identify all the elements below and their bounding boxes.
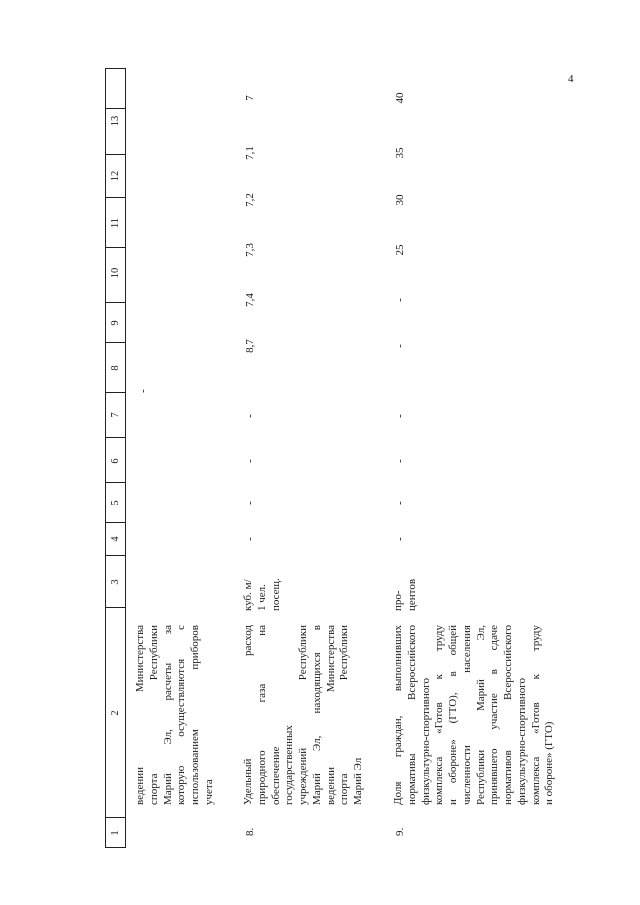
header-divider	[105, 607, 125, 608]
indicator-line: обеспечение	[269, 746, 282, 805]
column-number: 7	[110, 412, 121, 418]
value-cell: -	[137, 389, 149, 393]
indicator-line: учреждений Республики	[297, 625, 309, 805]
value-cell: -	[394, 501, 406, 505]
column-number: 5	[110, 500, 121, 506]
indicator-line: комплекса «Готов к труду	[433, 625, 446, 805]
indicator-line: Марий Эл, находящихся в	[310, 625, 323, 805]
column-number: 3	[110, 579, 121, 585]
row-number: 8.	[244, 827, 256, 836]
column-number: 12	[110, 170, 121, 182]
column-number: 9	[110, 320, 121, 326]
indicator-line: спорта Республики	[338, 625, 351, 805]
indicator-line: Марий Эл	[352, 757, 364, 805]
row-9-indicator	[392, 625, 557, 805]
value-cell: 7,3	[244, 243, 256, 257]
indicator-line: государственных	[283, 725, 296, 805]
value-cell: 7	[244, 95, 256, 101]
header-divider	[105, 197, 125, 198]
value-cell: -	[244, 414, 256, 418]
indicator-line: физкультурно-спортивного	[419, 678, 432, 805]
header-divider	[105, 302, 125, 303]
indicator-line: комплекса «Готов к труду	[529, 625, 542, 805]
indicator-line: нормативы Всероссийского	[405, 625, 418, 805]
indicator-line: Доля граждан, выполнивших	[392, 625, 404, 805]
indicator-line: спорта Республики	[147, 625, 160, 805]
value-cell: 30	[394, 194, 406, 206]
value-cell: -	[394, 414, 406, 418]
header-divider	[105, 342, 125, 343]
value-cell: -	[244, 459, 256, 463]
header-divider	[105, 68, 125, 69]
column-number: 10	[110, 267, 121, 279]
value-cell: -	[244, 537, 256, 541]
column-number: 11	[110, 217, 121, 229]
value-cell: 25	[394, 244, 406, 256]
indicator-line: учета	[202, 779, 215, 805]
continuation-indicator	[134, 625, 217, 805]
unit-line: 1 чел.	[255, 584, 268, 611]
header-bottom-rule	[125, 68, 126, 848]
page-number: 4	[568, 73, 574, 85]
value-cell: 8,7	[244, 339, 256, 353]
value-cell: 35	[394, 147, 406, 159]
indicator-line: и обороне» (ГТО), в общей	[447, 625, 459, 805]
indicator-line: природного газа на	[255, 625, 268, 805]
value-cell: 7,2	[244, 193, 256, 207]
header-divider	[105, 247, 125, 248]
row-8-indicator	[242, 625, 366, 805]
column-number: 6	[110, 458, 121, 464]
indicator-line: ведении Министерства	[134, 625, 146, 805]
indicator-line: физкультурно-спортивного	[515, 678, 528, 805]
indicator-line: использованием приборов	[189, 625, 201, 805]
header-divider	[105, 392, 125, 393]
unit-line: куб. м/	[242, 579, 254, 611]
indicator-line: и обороне» (ГТО)	[543, 721, 556, 805]
indicator-line: нормативов Всероссийского	[502, 625, 514, 805]
value-cell: -	[394, 344, 406, 348]
indicator-line: которую осуществляются с	[175, 625, 188, 805]
row-9-unit	[392, 579, 420, 611]
column-number: 13	[110, 115, 121, 127]
column-number: 1	[110, 830, 121, 836]
header-divider	[105, 482, 125, 483]
header-divider	[105, 555, 125, 556]
unit-line: центов	[405, 578, 418, 611]
column-number: 8	[110, 365, 121, 371]
indicator-line: Республики Марий Эл,	[474, 625, 487, 805]
value-cell: -	[244, 501, 256, 505]
header-divider	[105, 522, 125, 523]
table-top-rule	[105, 68, 106, 848]
indicator-line: Марий Эл, расчеты за	[161, 625, 174, 805]
column-number: 2	[110, 710, 121, 716]
row-8-unit	[242, 578, 283, 611]
row-number: 9.	[394, 827, 406, 836]
value-cell: -	[394, 298, 406, 302]
indicator-line: Удельный расход	[242, 625, 254, 805]
value-cell: 40	[394, 92, 406, 104]
indicator-line: ведении Министерства	[324, 625, 337, 805]
rotated-table	[105, 68, 555, 848]
header-divider	[105, 437, 125, 438]
value-cell: -	[394, 459, 406, 463]
unit-line: про-	[392, 590, 404, 611]
value-cell: 7,1	[244, 146, 256, 160]
unit-line: посещ.	[269, 578, 282, 611]
value-cell: -	[394, 537, 406, 541]
indicator-line: принявшего участие в сдаче	[488, 625, 501, 805]
column-number: 4	[110, 536, 121, 542]
header-divider	[105, 154, 125, 155]
indicator-line: численности населения	[460, 625, 473, 805]
value-cell: 7,4	[244, 293, 256, 307]
